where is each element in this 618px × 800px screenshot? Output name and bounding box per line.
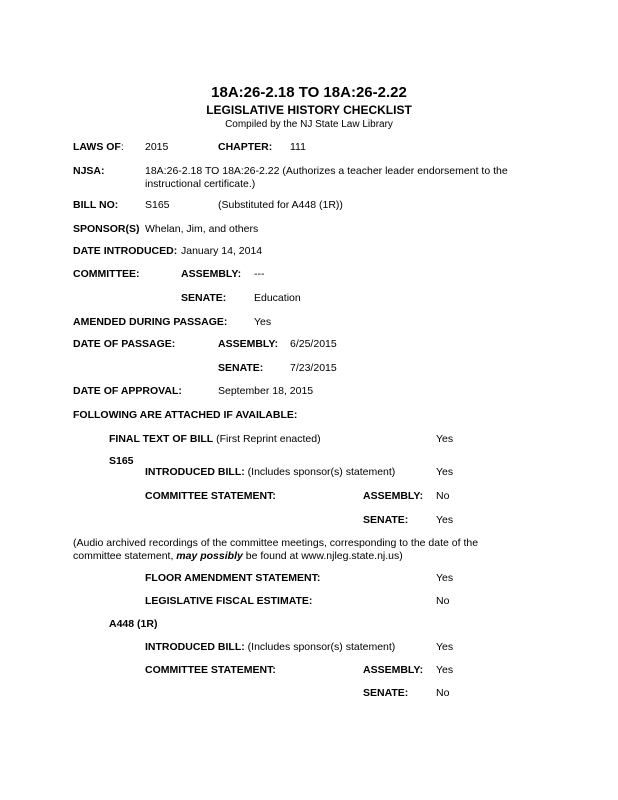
- laws-of-value: 2015: [145, 141, 169, 153]
- sponsor-label: SPONSOR(S): [73, 223, 140, 235]
- njsa-value: 18A:26-2.18 TO 18A:26-2.22 (Authorizes a teacher leader endorsement to the instructional certificate.): [145, 165, 508, 190]
- date-approval-value: September 18, 2015: [218, 385, 314, 397]
- laws-of-label: LAWS OF: [73, 141, 121, 153]
- audio-note: [73, 537, 513, 562]
- bill-no-label: BILL NO:: [73, 199, 119, 211]
- chapter-label: CHAPTER:: [218, 141, 273, 153]
- final-text-value: Yes: [436, 433, 454, 445]
- s165-senate-value: Yes: [436, 514, 454, 526]
- s165-senate-label: SENATE:: [363, 514, 409, 526]
- final-text-row: [109, 433, 321, 446]
- a448-introduced-row: [145, 641, 395, 654]
- a448-assembly-label: ASSEMBLY:: [363, 664, 424, 676]
- s165-introduced-row: [145, 466, 395, 479]
- document-subtitle: LEGISLATIVE HISTORY CHECKLIST: [206, 103, 412, 117]
- compiled-by: Compiled by the NJ State Law Library: [225, 119, 393, 130]
- date-introduced-value: January 14, 2014: [181, 245, 263, 257]
- committee-senate-label: SENATE:: [181, 292, 227, 304]
- s165-introduced-note: (Includes sponsor(s) statement): [244, 466, 396, 478]
- audio-note-part2: be found at www.njleg.state.nj.us): [242, 549, 403, 562]
- s165-label: S165: [109, 455, 134, 467]
- attached-heading: FOLLOWING ARE ATTACHED IF AVAILABLE:: [73, 409, 298, 421]
- fiscal-estimate-label: LEGISLATIVE FISCAL ESTIMATE:: [145, 595, 313, 607]
- a448-senate-value: No: [436, 687, 450, 699]
- final-text-note: (First Reprint enacted): [213, 433, 321, 445]
- floor-amendment-label: FLOOR AMENDMENT STATEMENT:: [145, 572, 321, 584]
- committee-assembly-value: ---: [254, 268, 265, 280]
- a448-committee-label: COMMITTEE STATEMENT:: [145, 664, 276, 676]
- a448-senate-label: SENATE:: [363, 687, 409, 699]
- fiscal-estimate-value: No: [436, 595, 450, 607]
- committee-assembly-label: ASSEMBLY:: [181, 268, 242, 280]
- passage-assembly-value: 6/25/2015: [290, 338, 337, 350]
- a448-introduced-value: Yes: [436, 641, 454, 653]
- committee-senate-value: Education: [254, 292, 301, 304]
- chapter-value: 111: [290, 141, 306, 153]
- njsa-label: NJSA:: [73, 165, 105, 177]
- date-passage-label: DATE OF PASSAGE:: [73, 338, 176, 350]
- audio-note-emphasis: may possibly: [176, 549, 243, 562]
- document-title: 18A:26-2.18 TO 18A:26-2.22: [211, 84, 407, 101]
- a448-assembly-value: Yes: [436, 664, 454, 676]
- audio-note-part1: (Audio archived recordings of the committee meetings, corresponding to the date of the committee statement,: [73, 537, 479, 562]
- s165-assembly-value: No: [436, 490, 450, 502]
- floor-amendment-value: Yes: [436, 572, 454, 584]
- a448-label: A448 (1R): [109, 618, 158, 630]
- s165-introduced-label: INTRODUCED BILL:: [145, 466, 245, 478]
- a448-introduced-label: INTRODUCED BILL:: [145, 641, 245, 653]
- laws-of-colon: :: [120, 141, 124, 153]
- passage-assembly-label: ASSEMBLY:: [218, 338, 279, 350]
- s165-committee-label: COMMITTEE STATEMENT:: [145, 490, 276, 502]
- a448-introduced-note: (Includes sponsor(s) statement): [244, 641, 396, 653]
- committee-label: COMMITTEE:: [73, 268, 140, 280]
- s165-assembly-label: ASSEMBLY:: [363, 490, 424, 502]
- passage-senate-value: 7/23/2015: [290, 362, 337, 374]
- amended-value: Yes: [254, 316, 272, 328]
- date-approval-label: DATE OF APPROVAL:: [73, 385, 182, 397]
- date-introduced-label: DATE INTRODUCED:: [73, 245, 178, 257]
- final-text-label: FINAL TEXT OF BILL: [109, 433, 214, 445]
- laws-of-label-row: [73, 141, 124, 154]
- bill-no-note: (Substituted for A448 (1R)): [218, 199, 343, 211]
- s165-introduced-value: Yes: [436, 466, 454, 478]
- amended-label: AMENDED DURING PASSAGE:: [73, 316, 228, 328]
- passage-senate-label: SENATE:: [218, 362, 264, 374]
- sponsor-value: Whelan, Jim, and others: [145, 223, 259, 235]
- bill-no-value: S165: [145, 199, 170, 211]
